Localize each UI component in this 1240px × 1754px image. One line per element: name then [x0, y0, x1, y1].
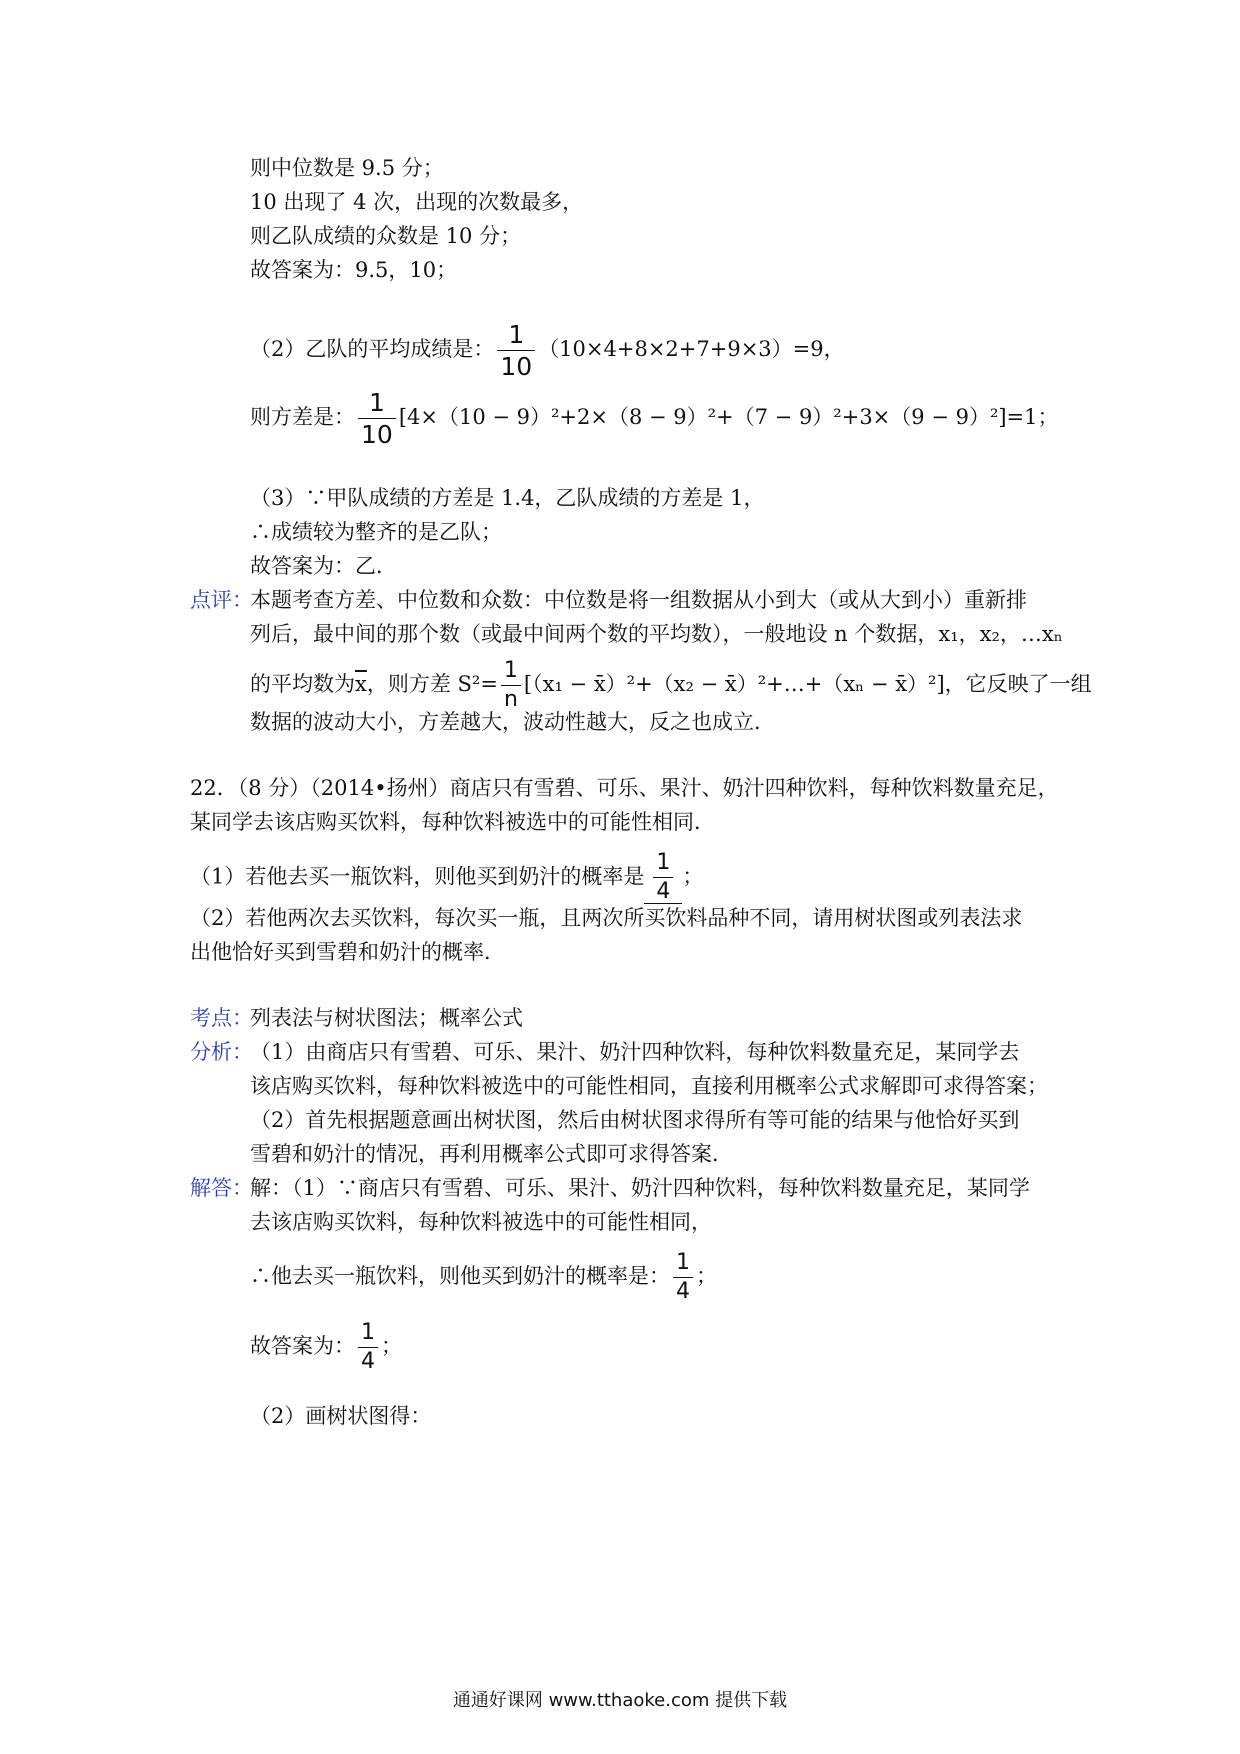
text: （10×4+8×2+7+9×3）=9，	[538, 337, 845, 361]
fraction	[501, 660, 521, 711]
mean-line	[250, 322, 845, 379]
text-line: 本题考查方差、中位数和众数：中位数是将一组数据从小到大（或从大到小）重新排	[250, 588, 1027, 612]
fraction	[358, 1322, 378, 1373]
text-line: ∴成绩较为整齐的是乙队；	[250, 520, 502, 544]
answer-blank	[644, 852, 682, 904]
text-line: 数据的波动大小，方差越大，波动性越大，反之也成立．	[250, 710, 775, 734]
text: 故答案为：	[250, 1334, 355, 1358]
text: （2）乙队的平均成绩是：	[250, 337, 495, 361]
fraction-numerator: 1	[656, 850, 671, 875]
text-line: 雪碧和奶汁的情况，再利用概率公式即可求得答案．	[250, 1142, 733, 1166]
fraction-denominator: 10	[497, 350, 535, 379]
text-line: （2）画树状图得：	[250, 1404, 432, 1428]
question-title: 22．（8 分）（2014•扬州）商店只有雪碧、可乐、果汁、奶汁四种饮料，每种饮料数量充足，	[190, 776, 1059, 800]
text-line: 10 出现了 4 次，出现的次数最多，	[250, 190, 584, 214]
jieda-label: 解答：	[190, 1176, 253, 1200]
text: ；	[696, 1264, 717, 1288]
fraction-denominator: 4	[653, 877, 673, 903]
text-line: 列后，最中间的那个数（或最中间两个数的平均数），一般地设 n 个数据，x₁，x₂，…xₙ	[250, 622, 1063, 646]
fraction-denominator: 4	[358, 1347, 378, 1373]
text-line: （1）由商店只有雪碧、可乐、果汁、奶汁四种饮料，每种饮料数量充足，某同学去	[250, 1040, 1020, 1064]
footer: 通通好课网 www.tthaoke.com 提供下载	[452, 1690, 788, 1711]
text: ；	[381, 1334, 402, 1358]
text-line: 出他恰好买到雪碧和奶汁的概率．	[190, 940, 505, 964]
fraction	[653, 852, 673, 903]
answer-line	[250, 1322, 402, 1373]
text: ，则方差 S²=	[366, 672, 498, 696]
fenxi-label: 分析：	[190, 1040, 253, 1064]
text-line: 该店购买饮料，每种饮料被选中的可能性相同，直接利用概率公式求解即可求得答案；	[250, 1074, 1048, 1098]
text-line: 故答案为：9.5，10；	[250, 258, 458, 282]
variance-line	[250, 390, 1059, 447]
fraction	[673, 1252, 693, 1303]
text-line: 列表法与树状图法；概率公式	[250, 1006, 523, 1030]
text-line: 则中位数是 9.5 分；	[250, 156, 444, 180]
fraction-numerator: 1	[508, 320, 525, 349]
text: ∴他去买一瓶饮料，则他买到奶汁的概率是：	[250, 1264, 670, 1288]
fraction-numerator: 1	[676, 1250, 690, 1275]
fraction	[358, 390, 396, 447]
text-line: 故答案为：乙．	[250, 554, 397, 578]
probability-line	[250, 1252, 717, 1303]
text-line: （2）若他两次去买饮料，每次买一瓶，且两次所买饮料品种不同，请用树状图或列表法求	[190, 906, 1023, 930]
text: （1）若他去买一瓶饮料，则他买到奶汁的概率是	[190, 864, 645, 889]
fraction-denominator: n	[501, 685, 521, 711]
fraction-numerator: 1	[361, 1320, 375, 1345]
variance-formula-line	[250, 660, 1092, 711]
fraction-denominator: 10	[358, 418, 396, 447]
mean-symbol: $\overline{x}$	[355, 672, 367, 696]
fraction-numerator: 1	[503, 658, 518, 683]
fraction	[497, 322, 535, 379]
sub-question-1	[190, 852, 703, 904]
text-line: （3）∵甲队成绩的方差是 1.4，乙队成绩的方差是 1，	[250, 486, 765, 510]
text: 则方差是：	[250, 405, 355, 429]
text: ；	[682, 864, 704, 889]
kaodian-label: 考点：	[190, 1006, 253, 1030]
text: [（x₁ − x̄）²+（x₂ − x̄）²+…+（xₙ − x̄）²]，它反映了一组	[523, 672, 1092, 696]
text: 的平均数为	[250, 672, 355, 696]
comment-label: 点评：	[190, 588, 253, 612]
text-line: 去该店购买饮料，每种饮料被选中的可能性相同，	[250, 1210, 712, 1234]
text-line: 则乙队成绩的众数是 10 分；	[250, 224, 522, 248]
fraction-numerator: 1	[368, 388, 385, 417]
text-line: 某同学去该店购买饮料，每种饮料被选中的可能性相同．	[190, 810, 715, 834]
text-line: （2）首先根据题意画出树状图，然后由树状图求得所有等可能的结果与他恰好买到	[250, 1108, 1020, 1132]
text: [4×（10 − 9）²+2×（8 − 9）²+（7 − 9）²+3×（9 − 9）²]=1；	[398, 405, 1059, 429]
text-line: 解：（1）∵商店只有雪碧、可乐、果汁、奶汁四种饮料，每种饮料数量充足，某同学	[250, 1176, 1030, 1200]
fraction-denominator: 4	[673, 1277, 693, 1303]
